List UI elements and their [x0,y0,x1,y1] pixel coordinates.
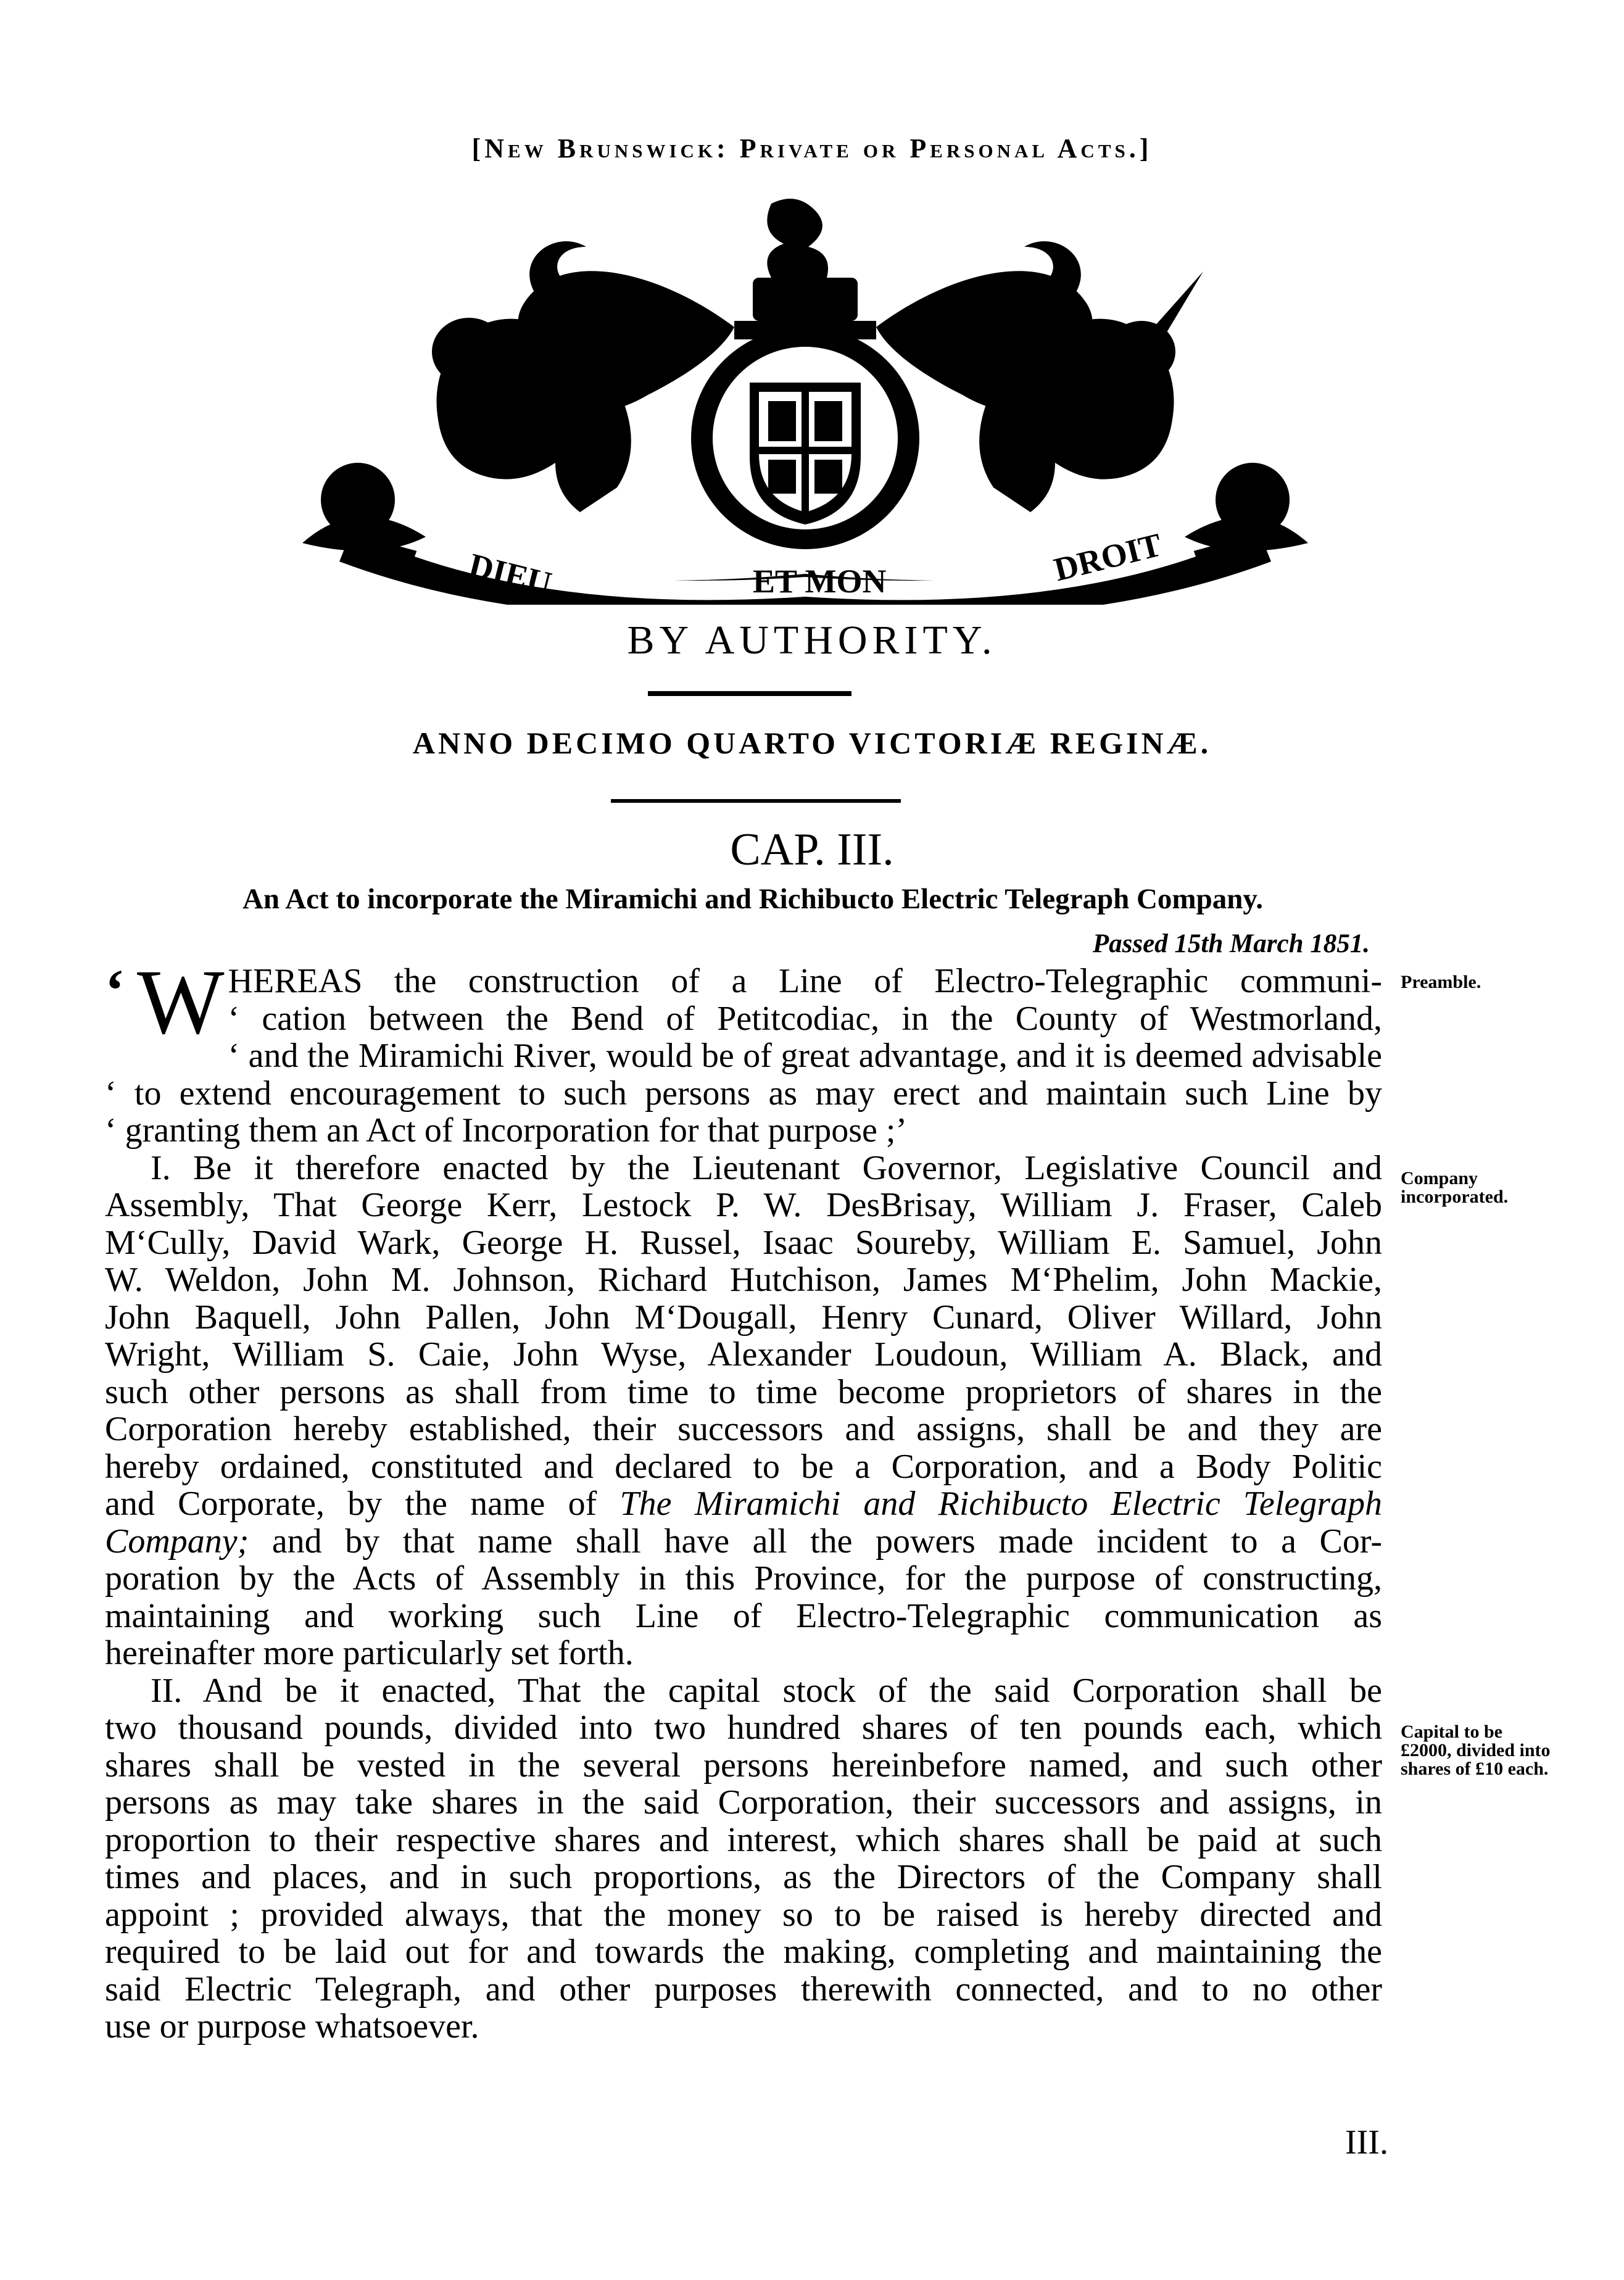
section-2-line: appoint ; provided always, that the money so to be raised is hereby directed and [105,1895,1382,1934]
section-1-line: M‘Cully, David Wark, George H. Russel, Isaac Soureby, William E. Samuel, John [105,1223,1382,1262]
section-1-line: Wright, William S. Caie, John Wyse, Alexander Loudoun, William A. Black, and [105,1335,1382,1374]
section-1-line: poration by the Acts of Assembly in this Province, for the purpose of constructing, [105,1559,1382,1598]
divider-rule [611,799,901,803]
section-1-line [105,1523,1382,1561]
act-title: An Act to incorporate the Miramichi and Richibucto Electric Telegraph Company. [242,883,1264,915]
divider-rule [648,691,851,696]
sidenote-preamble: Preamble. [1401,972,1481,992]
section-1-line: hereinafter more particularly set forth. [105,1634,634,1672]
section-1-line: such other persons as shall from time to time become proprietors of shares in the [105,1372,1382,1411]
motto-left: DIEU [465,546,555,602]
motto-middle: ET MON [753,563,887,600]
preamble-line: ‘ to extend encouragement to such persons as may erect and maintain such Line by [105,1074,1382,1113]
section-2-line: shares shall be vested in the several persons hereinbefore named, and such other [105,1746,1382,1785]
sidenote-line: incorporated. [1401,1187,1509,1207]
company-name-italic: Company; [105,1522,249,1561]
body-text: and Corporate, by the name of [105,1485,620,1523]
section-2-line: proportion to their respective shares and interest, which shares shall be paid at such [105,1820,1382,1859]
royal-coat-of-arms [265,197,1345,605]
section-2-line: persons as may take shares in the said Corporation, their successors and assigns, in [105,1783,1382,1822]
catchword: III. [1345,2123,1388,2162]
drop-cap: W [136,951,225,1053]
section-2-line: said Electric Telegraph, and other purposes therewith connected, and to no other [105,1970,1382,2008]
section-1-line: I. Be it therefore enacted by the Lieutenant Governor, Legislative Council and [151,1148,1382,1187]
sidenote-line: shares of £10 each. [1401,1759,1549,1779]
section-1-line: maintaining and working such Line of Electro-Telegraphic communication as [105,1596,1382,1635]
crest-crown [734,199,876,339]
section-1-line [105,1485,1382,1523]
preamble-line: HEREAS the construction of a Line of Electro-Telegraphic communi- [228,962,1382,1000]
sidenote-capital [1401,1723,1610,1778]
preamble-line: ‘ granting them an Act of Incorporation for that purpose ;’ [105,1111,908,1150]
preamble-line: ‘ cation between the Bend of Petitcodiac, in the County of Westmorland, [228,999,1382,1038]
section-2-line: times and places, and in such proportions, as the Directors of the Company shall [105,1858,1382,1896]
motto-right: DROIT [1050,526,1166,589]
company-name-italic: The Miramichi and Richibucto Electric Telegraph [619,1485,1382,1523]
sidenote-line: Capital to be [1401,1722,1502,1742]
passed-date: Passed 15th March 1851. [1092,929,1370,958]
sidenote-line: £2000, divided into [1401,1740,1551,1760]
by-authority-heading: BY AUTHORITY. [627,618,997,663]
garter-shield [691,327,919,549]
regnal-year-heading: ANNO DECIMO QUARTO VICTORIÆ REGINÆ. [412,726,1212,760]
running-head: [New Brunswick: Private or Personal Acts.] [471,133,1153,164]
section-1-line: Assembly, That George Kerr, Lestock P. W. DesBrisay, William J. Fraser, Caleb [105,1186,1382,1224]
sidenote-company-incorporated [1401,1169,1543,1206]
sidenote-line: Company [1401,1168,1478,1188]
act-body [105,951,1382,2046]
section-1-line: John Baquell, John Pallen, John M‘Dougall, Henry Cunard, Oliver Willard, John [105,1298,1382,1337]
section-2-line: two thousand pounds, divided into two hundred shares of ten pounds each, which [105,1709,1382,1747]
section-1-line: W. Weldon, John M. Johnson, Richard Hutchison, James M‘Phelim, John Mackie, [105,1261,1382,1299]
section-1-line: hereby ordained, constituted and declared to be a Corporation, and a Body Politic [105,1447,1382,1486]
preamble-line: ‘ and the Miramichi River, would be of great advantage, and it is deemed advisable [228,1037,1382,1075]
section-2-line: use or purpose whatsoever. [105,2007,479,2046]
opening-quote: ‘ [105,957,125,1023]
section-1-line: Corporation hereby established, their successors and assigns, shall be and they are [105,1410,1382,1448]
body-text: and by that name shall have all the powers made incident to a Cor- [249,1522,1382,1561]
chapter-number: CAP. III. [730,824,894,875]
section-2-line: II. And be it enacted, That the capital stock of the said Corporation shall be [151,1671,1382,1710]
section-2-line: required to be laid out for and towards the making, completing and maintaining the [105,1933,1382,1971]
